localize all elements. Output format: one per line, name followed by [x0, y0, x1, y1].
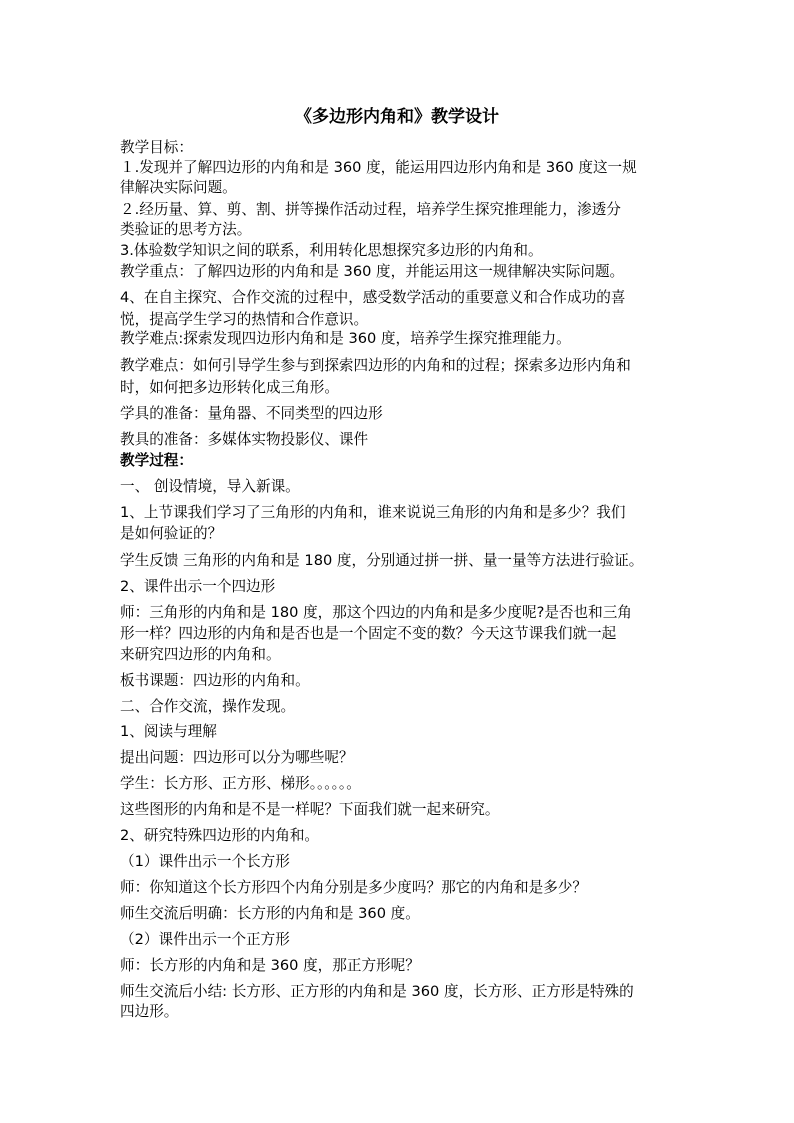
text-line: １.发现并了解四边形的内角和是 360 度，能运用四边形内角和是 360 度这一规 — [120, 159, 637, 176]
text-line: 3.体验数学知识之间的联系，利用转化思想探究多边形的内角和。 — [120, 242, 543, 259]
text-line: 这些图形的内角和是不是一样呢？下面我们就一起来研究。 — [120, 801, 500, 818]
text-line: 时，如何把多边形转化成三角形。 — [120, 379, 339, 396]
text-line: 师：你知道这个长方形四个内角分别是多少度吗？那它的内角和是多少？ — [120, 879, 588, 896]
text-line: 师生交流后明确：长方形的内角和是 360 度。 — [120, 905, 420, 922]
text-line: 悦，提高学生学习的热情和合作意识。 — [120, 311, 369, 328]
text-line: 师：长方形的内角和是 360 度，那正方形呢？ — [120, 957, 420, 974]
text-line: 板书课题：四边形的内角和。 — [120, 672, 310, 689]
text-line: 2、研究特殊四边形的内角和。 — [120, 827, 320, 844]
text-line: 来研究四边形的内角和。 — [120, 646, 281, 663]
text-line: 学具的准备：量角器、不同类型的四边形 — [120, 405, 383, 422]
text-line: 类验证的思考方法。 — [120, 221, 252, 238]
text-line: 师生交流后小结: 长方形、正方形的内角和是 360 度，长方形、正方形是特殊的 — [120, 983, 634, 1000]
text-line: 教学难点:探索发现四边形内角和是 360 度，培养学生探究推理能力。 — [120, 330, 571, 347]
text-line: 2、课件出示一个四边形 — [120, 578, 276, 595]
text-line: ２.经历量、算、剪、割、拼等操作活动过程，培养学生探究推理能力，渗透分 — [120, 201, 621, 218]
text-line: 1、阅读与理解 — [120, 723, 217, 740]
text-line: 教学目标： — [120, 139, 193, 156]
text-line: 律解决实际问题。 — [120, 179, 237, 196]
text-line: 一、 创设情境，导入新课。 — [120, 478, 300, 495]
text-line: 二、合作交流，操作发现。 — [120, 698, 296, 715]
text-line: 教学难点：如何引导学生参与到探索四边形的内角和的过程；探索多边形内角和 — [120, 357, 631, 374]
text-line: 学生：长方形、正方形、梯形。。。。。。 — [120, 775, 361, 792]
text-line: 学生反馈 三角形的内角和是 180 度，分别通过拼一拼、量一量等方法进行验证。 — [120, 552, 644, 569]
text-line: 四边形。 — [120, 1003, 179, 1020]
text-line: 形一样？四边形的内角和是否也是一个固定不变的数？今天这节课我们就一起 — [120, 625, 617, 642]
text-line: （1）课件出示一个长方形 — [120, 853, 290, 870]
text-line: 1、上节课我们学习了三角形的内角和，谁来说说三角形的内角和是多少？我们 — [120, 504, 626, 521]
text-line: 师：三角形的内角和是 180 度，那这个四边的内角和是多少度呢?是否也和三角 — [120, 604, 632, 621]
text-line: 提出问题：四边形可以分为哪些呢？ — [120, 749, 354, 766]
text-line: （2）课件出示一个正方形 — [120, 931, 290, 948]
text-line: 教学重点：了解四边形的内角和是 360 度，并能运用这一规律解决实际问题。 — [120, 263, 625, 280]
text-line: 是如何验证的？ — [120, 525, 223, 542]
text-line: 4、在自主探究、合作交流的过程中，感受数学活动的重要意义和合作成功的喜 — [120, 289, 626, 306]
document-title: 《多边形内角和》教学设计 — [295, 107, 499, 127]
text-line: 教具的准备：多媒体实物投影仪、课件 — [120, 431, 369, 448]
section-heading: 教学过程： — [120, 452, 193, 469]
